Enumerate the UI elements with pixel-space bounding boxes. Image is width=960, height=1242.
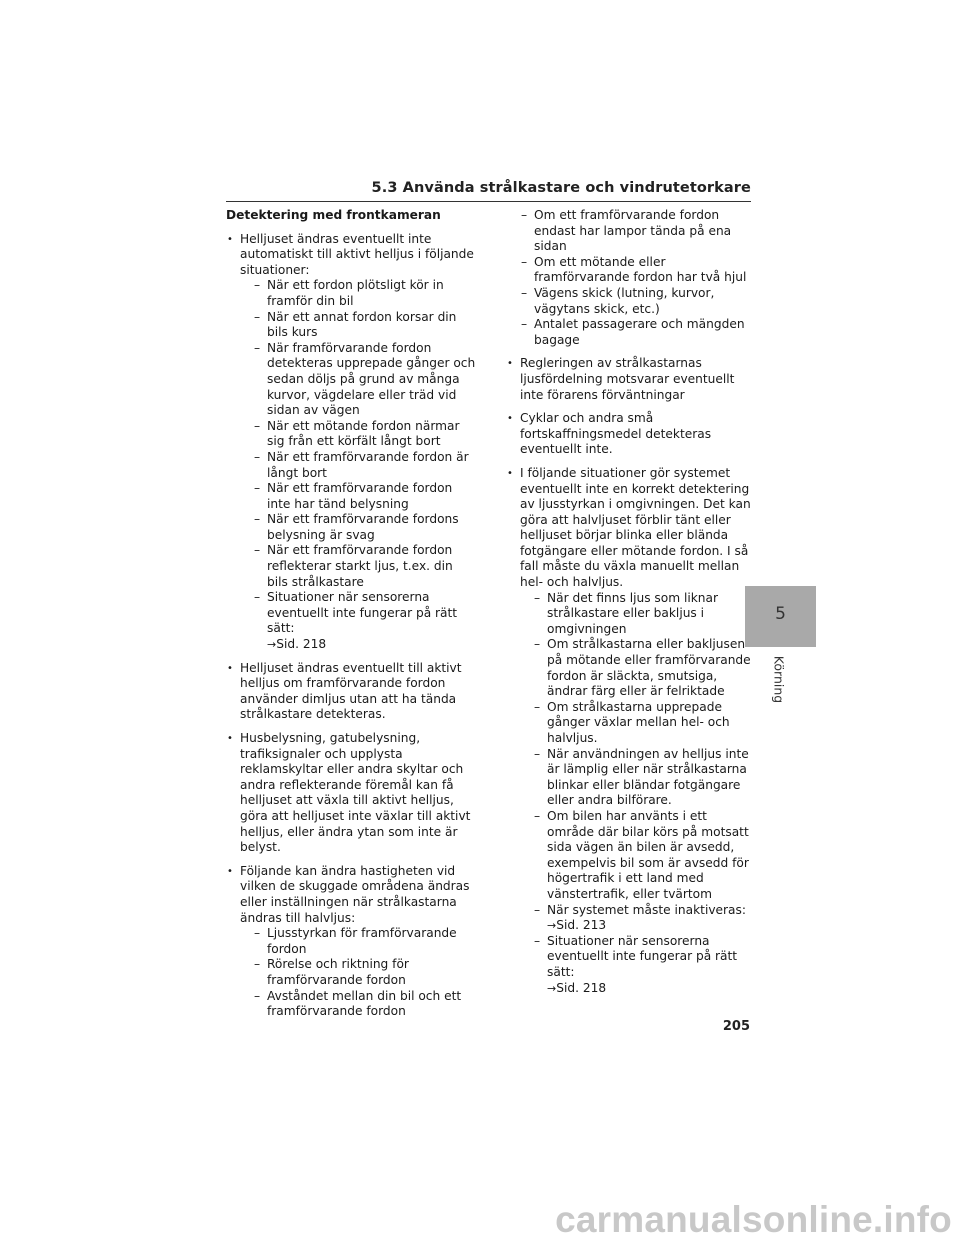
sub-list <box>240 278 476 652</box>
chapter-label-text: Körning <box>771 655 787 704</box>
sub-item: – Ljusstyrkan för framförvarande fordon <box>240 926 476 957</box>
continued-sub-list <box>506 208 756 348</box>
sub-item: – När användningen av helljus inte är lämplig eller när strålkastarna blinkar eller bländar fotgängare eller andra bilförare. <box>520 747 756 809</box>
bullet-text: I följande situationer gör systemet eventuellt inte en korrekt detektering av ljusstyrkan i omgivningen. Det kan göra att halvljuset förblir tänt eller helljuset börjar blinka eller blända fotgängare eller mötande fordon. I så fall måste du växla manuellt mellan hel- och halvljus. <box>520 465 751 590</box>
sub-item: – Avståndet mellan din bil och ett framförvarande fordon <box>240 989 476 1020</box>
page-reference-link[interactable] <box>547 918 756 934</box>
arrow-right-icon: → <box>547 919 557 933</box>
bullet-item <box>226 731 476 856</box>
bullet-item <box>506 356 756 403</box>
bullet-item <box>226 864 476 1020</box>
bullet-text: Helljuset ändras eventuellt till aktivt helljus om framförvarande fordon använder dimljus utan att ha tända strålkastare detekteras. <box>240 660 462 722</box>
sub-item: – När ett annat fordon korsar din bils kurs <box>240 310 476 341</box>
watermark-text: carmanualsonline.info <box>555 1199 952 1240</box>
sub-item: – Vägens skick (lutning, kurvor, vägytans skick, etc.) <box>506 286 756 317</box>
chapter-tab <box>745 586 816 647</box>
bullet-text: Regleringen av strålkastarnas ljusfördelning motsvarar eventuellt inte förarens förväntningar <box>520 356 735 402</box>
sub-item-text: Situationer när sensorerna eventuellt inte fungerar på rätt sätt: <box>547 933 738 979</box>
chapter-side-label <box>773 650 787 710</box>
page-reference-link[interactable] <box>267 637 476 653</box>
sub-item: – Om ett mötande eller framförvarande fordon har två hjul <box>506 255 756 286</box>
sub-list <box>520 591 756 996</box>
sub-item: – När ett fordon plötsligt kör in framför din bil <box>240 278 476 309</box>
sub-item: – När ett mötande fordon närmar sig från ett körfält långt bort <box>240 419 476 450</box>
arrow-right-icon: → <box>267 638 277 652</box>
bullet-text: Helljuset ändras eventuellt inte automatiskt till aktivt helljus i följande situationer: <box>240 231 474 277</box>
sub-item: – Om strålkastarna upprepade gånger växlar mellan hel- och halvljus. <box>520 700 756 747</box>
right-column <box>506 208 756 1004</box>
sub-item-with-ref <box>240 590 476 652</box>
sub-item: – Antalet passagerare och mängden bagage <box>506 317 756 348</box>
page-reference-link[interactable] <box>547 981 756 997</box>
section-heading: Detektering med frontkameran <box>226 208 441 222</box>
left-column <box>226 208 476 1028</box>
chapter-header-title: 5.3 Använda strålkastare och vindrutetorkare <box>371 180 751 196</box>
sub-item: – Om strålkastarna eller bakljusen på mötande eller framförvarande fordon är släckta, smutsiga, ändrar färg eller är felriktade <box>520 637 756 699</box>
page-reference-text: Sid. 218 <box>556 980 607 995</box>
page-number: 205 <box>722 1019 750 1034</box>
bullet-item <box>506 466 756 996</box>
chapter-number: 5 <box>775 604 786 624</box>
sub-item: – När ett framförvarande fordon reflekterar starkt ljus, t.ex. din bils strålkastare <box>240 543 476 590</box>
bullet-text: Cyklar och andra små fortskaffningsmedel detekteras eventuellt inte. <box>520 411 712 457</box>
sub-item-with-ref <box>520 903 756 934</box>
arrow-right-icon: → <box>547 981 557 995</box>
sub-item: – Rörelse och riktning för framförvarande fordon <box>240 957 476 988</box>
sub-item: – När ett framförvarande fordon är långt bort <box>240 450 476 481</box>
sub-list <box>240 926 476 1020</box>
sub-item: – När ett framförvarande fordons belysning är svag <box>240 512 476 543</box>
sub-item-text: Situationer när sensorerna eventuellt inte fungerar på rätt sätt: <box>267 590 458 636</box>
bullet-text: Husbelysning, gatubelysning, trafiksignaler och upplysta reklamskyltar eller andra skyltar och andra reflekterande föremål kan få helljuset att växla till aktivt helljus, göra att helljuset inte växlar till aktivt helljus, eller ändra ytan som inte är belyst. <box>240 731 471 855</box>
sub-item-text: När systemet måste inaktiveras: <box>547 902 746 917</box>
bullet-item <box>506 411 756 458</box>
sub-item: – När det finns ljus som liknar strålkastare eller bakljus i omgivningen <box>520 591 756 638</box>
header-divider <box>226 201 751 202</box>
bullet-text: Följande kan ändra hastigheten vid vilken de skuggade områdena ändras eller inställningen när strålkastarna ändras till halvljus: <box>240 863 470 925</box>
sub-item: – När framförvarande fordon detekteras upprepade gånger och sedan döljs på grund av många kurvor, vägdelare eller träd vid sidan av vägen <box>240 341 476 419</box>
page-reference-text: Sid. 218 <box>276 637 327 652</box>
sub-item: – När ett framförvarande fordon inte har tänd belysning <box>240 481 476 512</box>
sub-item-with-ref <box>520 934 756 996</box>
bullet-item <box>226 661 476 723</box>
page-reference-text: Sid. 213 <box>556 918 607 933</box>
bullet-item <box>226 232 476 653</box>
sub-item: – Om bilen har använts i ett område där bilar körs på motsatt sida vägen än bilen är avsedd, exempelvis bil som är avsedd för högertrafik i ett land med vänstertrafik, eller tvärtom <box>520 809 756 903</box>
sub-item: – Om ett framförvarande fordon endast har lampor tända på ena sidan <box>506 208 756 255</box>
